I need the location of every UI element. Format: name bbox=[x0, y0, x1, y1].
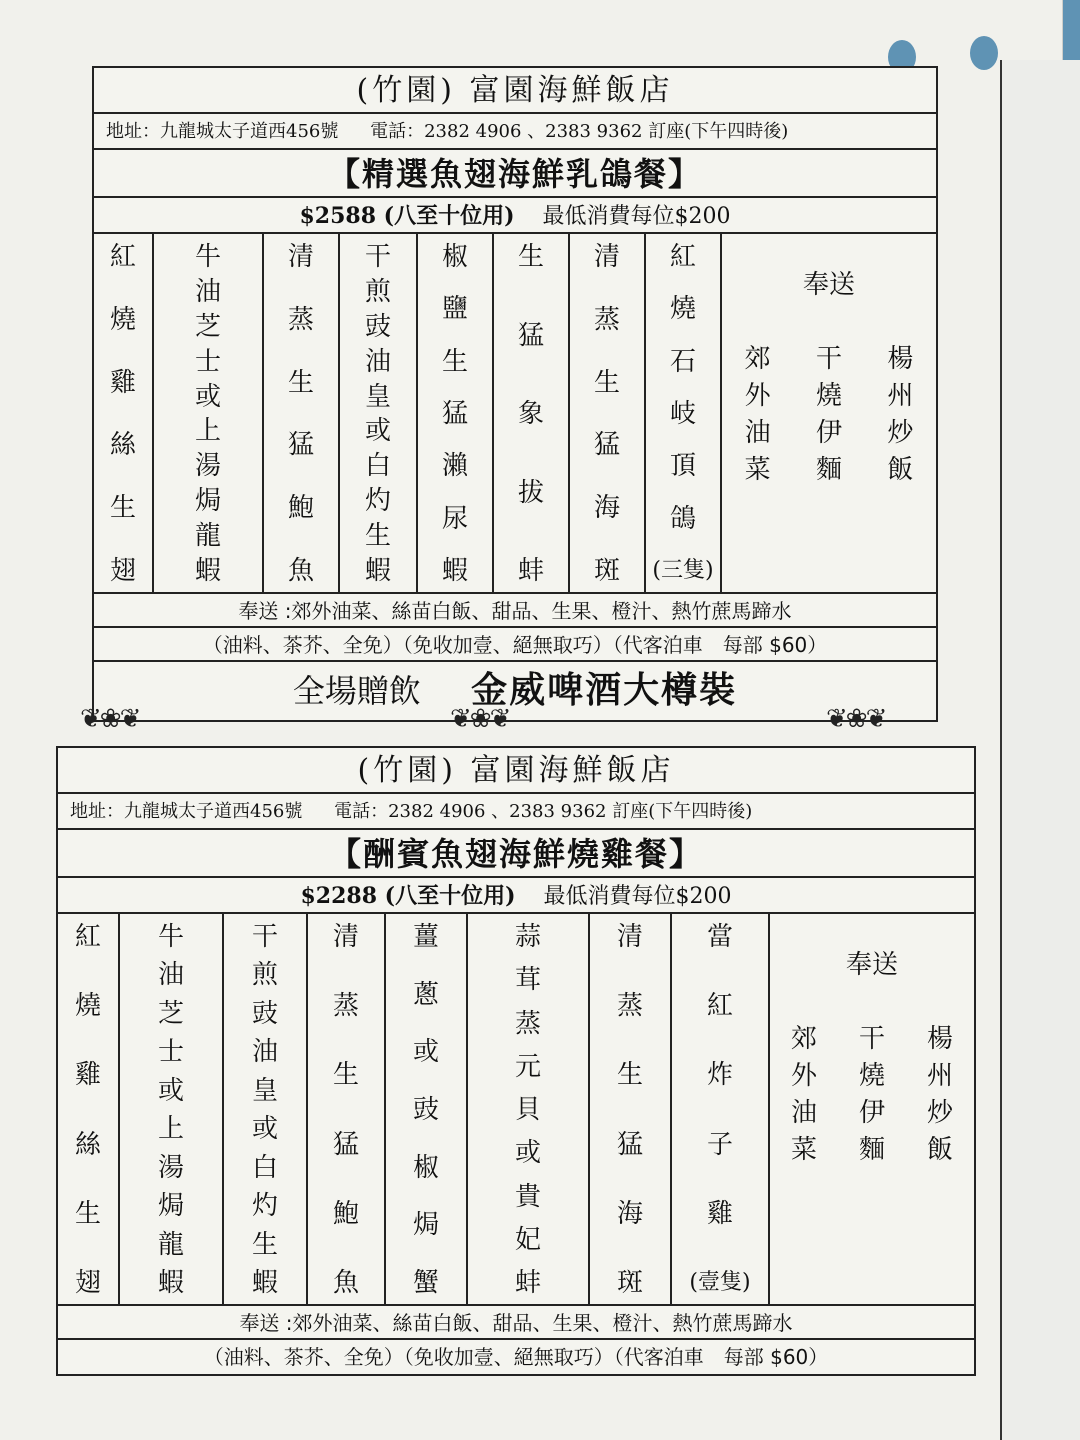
ornament-right: ❦❀❦ bbox=[826, 704, 886, 734]
address-phone-line bbox=[94, 114, 936, 150]
dish-item: 紅 燒 石 岐 頂 鴿 (三隻) bbox=[646, 234, 722, 592]
price-line bbox=[94, 198, 936, 234]
phone: 電話：2382 4906 、2383 9362 訂座(下午四時後) bbox=[370, 121, 789, 142]
notes-line: （油料、茶芥、全免）（免收加壹、絕無取巧）（代客泊車 每部 $60） bbox=[203, 1345, 829, 1369]
dish-list bbox=[94, 234, 936, 594]
ornament-center: ❦❀❦ bbox=[450, 704, 510, 734]
gift-title: 奉送 bbox=[845, 950, 898, 980]
set-name: 【精選魚翅海鮮乳鴿餐】 bbox=[94, 150, 936, 198]
minimum-spend: 最低消費每位$200 bbox=[543, 884, 732, 909]
dish-item: 清 蒸 生 猛 海 斑 bbox=[570, 234, 646, 592]
address: 地址：九龍城太子道西456號 bbox=[106, 121, 339, 142]
paper-notch bbox=[970, 36, 998, 70]
gift-title: 奉送 bbox=[802, 270, 855, 300]
gift-item: 楊 州 炒 飯 bbox=[926, 1024, 953, 1165]
dish-item: 紅 燒 雞 絲 生 翅 bbox=[58, 914, 120, 1304]
set-menu-2 bbox=[56, 746, 976, 1376]
phone: 電話：2382 4906 、2383 9362 訂座(下午四時後) bbox=[334, 801, 753, 822]
dish-item: 蒜 茸 蒸 元 貝 或 貴 妃 蚌 bbox=[468, 914, 590, 1304]
address-phone-line bbox=[58, 794, 974, 830]
extras-line: 奉送 :郊外油菜、絲苗白飯、甜品、生果、橙汁、熱竹蔗馬蹄水 bbox=[94, 594, 936, 628]
gift-items bbox=[722, 341, 936, 489]
dish-item: 紅 燒 雞 絲 生 翅 bbox=[94, 234, 154, 592]
free-drink-label: 全場贈飲 bbox=[292, 672, 421, 710]
set-menu-1 bbox=[92, 66, 938, 722]
gift-items bbox=[770, 1021, 974, 1169]
gift-box bbox=[770, 914, 974, 1304]
gift-item: 干 燒 伊 麵 bbox=[815, 344, 842, 485]
address: 地址：九龍城太子道西456號 bbox=[70, 801, 303, 822]
dish-item: 干 煎 豉 油 皇 或 白 灼 生 蝦 bbox=[340, 234, 418, 592]
dish-item: 牛 油 芝 士 或 上 湯 焗 龍 蝦 bbox=[154, 234, 264, 592]
dish-item: 牛 油 芝 士 或 上 湯 焗 龍 蝦 bbox=[120, 914, 224, 1304]
free-drink-line bbox=[94, 662, 936, 720]
set-price: $2288 (八至十位用) bbox=[300, 883, 516, 909]
dish-item: 清 蒸 生 猛 海 斑 bbox=[590, 914, 672, 1304]
beer-brand: 金威啤酒大樽裝 bbox=[471, 670, 738, 711]
notes-line: （油料、茶芥、全免）（免收加壹、絕無取巧）（代客泊車 每部 $60） bbox=[94, 628, 936, 662]
paper-sheet-behind bbox=[1000, 60, 1080, 1440]
dish-item: 薑 蔥 或 豉 椒 焗 蟹 bbox=[386, 914, 468, 1304]
restaurant-name: (竹園) 富園海鮮飯店 bbox=[58, 748, 974, 794]
minimum-spend: 最低消費每位$200 bbox=[542, 204, 731, 229]
dish-item: 椒 鹽 生 猛 瀨 尿 蝦 bbox=[418, 234, 494, 592]
gift-item: 干 燒 伊 麵 bbox=[858, 1024, 885, 1165]
dish-item: 干 煎 豉 油 皇 或 白 灼 生 蝦 bbox=[224, 914, 308, 1304]
dish-item: 生 猛 象 拔 蚌 bbox=[494, 234, 570, 592]
set-price: $2588 (八至十位用) bbox=[299, 203, 515, 229]
restaurant-name: (竹園) 富園海鮮飯店 bbox=[94, 68, 936, 114]
ornament-left: ❦❀❦ bbox=[80, 704, 140, 734]
gift-item: 郊 外 油 菜 bbox=[790, 1024, 817, 1165]
set-name: 【酬賓魚翅海鮮燒雞餐】 bbox=[58, 830, 974, 878]
dish-list bbox=[58, 914, 974, 1306]
extras-line: 奉送 :郊外油菜、絲苗白飯、甜品、生果、橙汁、熱竹蔗馬蹄水 bbox=[58, 1306, 974, 1340]
gift-item: 楊 州 炒 飯 bbox=[887, 344, 914, 485]
dish-item: 清 蒸 生 猛 鮑 魚 bbox=[264, 234, 340, 592]
gift-item: 郊 外 油 菜 bbox=[744, 344, 771, 485]
dish-item: 清 蒸 生 猛 鮑 魚 bbox=[308, 914, 386, 1304]
dish-item: 當 紅 炸 子 雞 (壹隻) bbox=[672, 914, 770, 1304]
price-line bbox=[58, 878, 974, 914]
gift-box bbox=[722, 234, 936, 592]
